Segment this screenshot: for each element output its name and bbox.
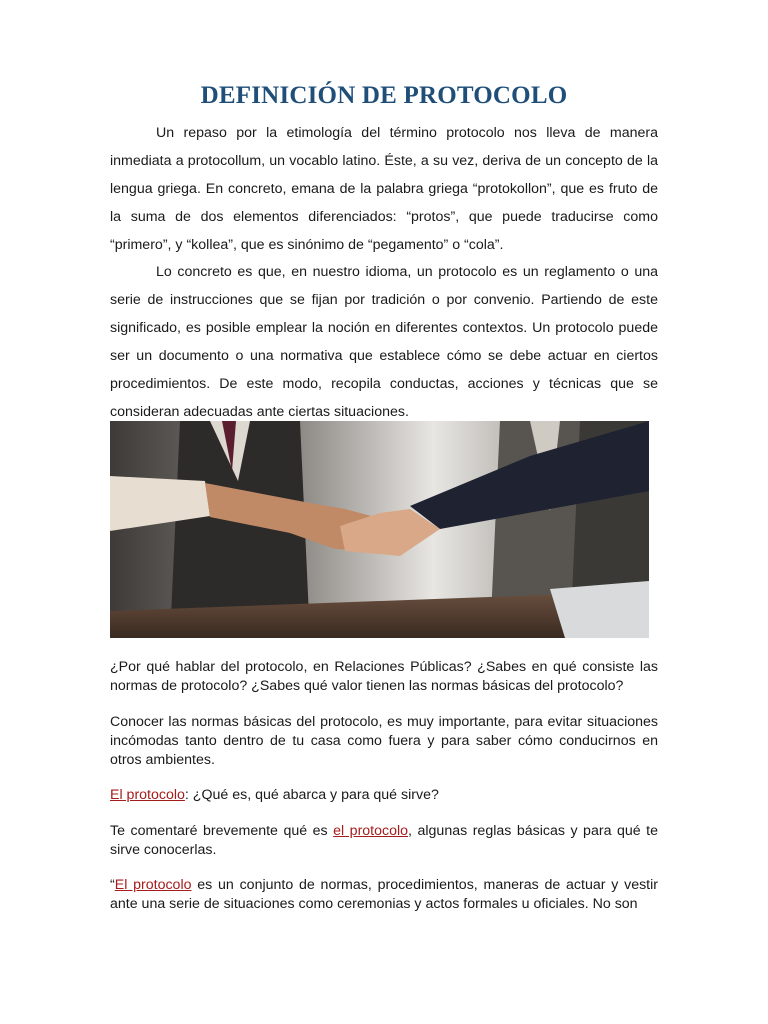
paragraph-definition: Lo concreto es que, en nuestro idioma, un protocolo es un reglamento o una serie de instrucciones que se fijan por tradición o por convenio. Partiendo de este significado, es posible emplear la noción en diferentes contextos. Un protocolo puede ser un documento o una normativa que establece cómo se debe actuar en ciertos procedimientos. De este modo, recopila conductas, acciones y técnicas que se consideran adecuadas ante ciertas situaciones. (110, 264, 658, 420)
intro-before: Te comentaré brevemente qué es (110, 823, 334, 839)
handshake-photo (110, 421, 649, 638)
intro-paragraph (110, 822, 658, 860)
protocolo-link-intro[interactable]: el protocolo (333, 823, 409, 839)
intro-after: , algunas reglas básicas y para qué te sirve conocerlas. (110, 823, 658, 858)
importance-paragraph: Conocer las normas básicas del protocolo, es muy importante, para evitar situaciones incómodas tanto dentro de tu casa como fuera y para saber cómo conducirnos en otros ambientes. (110, 714, 658, 768)
quote-open: “ (110, 877, 115, 893)
page-title: DEFINICIÓN DE PROTOCOLO (200, 82, 568, 109)
protocolo-link[interactable]: El protocolo (110, 787, 185, 803)
section-heading-rest: : ¿Qué es, qué abarca y para qué sirve? (184, 787, 439, 803)
section-heading (110, 786, 658, 805)
quote-paragraph (110, 876, 658, 914)
questions-paragraph: ¿Por qué hablar del protocolo, en Relaciones Públicas? ¿Sabes en qué consiste las normas de protocolo? ¿Sabes qué valor tienen las normas básicas del protocolo? (110, 659, 658, 694)
quote-rest: es un conjunto de normas, procedimientos, maneras de actuar y vestir ante una serie de situaciones como ceremonias y actos formales u oficiales. No son (110, 877, 658, 912)
protocolo-link-quote[interactable]: El protocolo (114, 877, 192, 893)
paragraph-etymology: Un repaso por la etimología del término protocolo nos lleva de manera inmediata a protocollum, un vocablo latino. Éste, a su vez, deriva de un concepto de la lengua griega. En concreto, emana de la palabra griega “protokollon”, que es fruto de la suma de dos elementos diferenciados: “protos”, que puede traducirse como “primero”, y “kollea”, que es sinónimo de “pegamento” o “cola”. (110, 125, 658, 253)
